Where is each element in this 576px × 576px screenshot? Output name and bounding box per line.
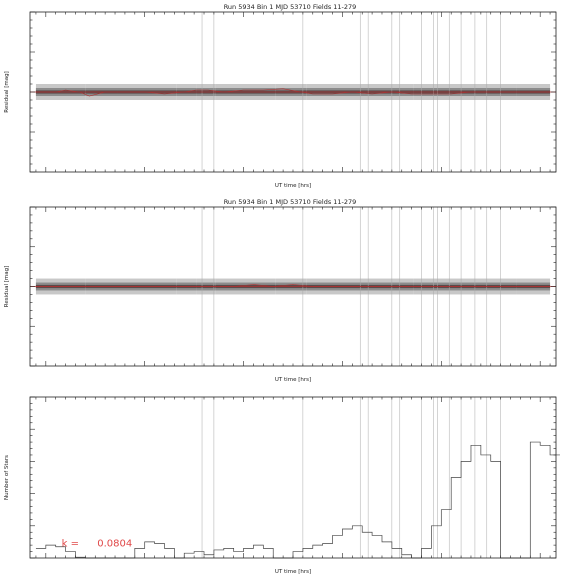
star-count-panel: [4, 397, 560, 575]
k-label: k =: [61, 538, 79, 550]
x-axis-label: UT time [hrs]: [274, 377, 312, 383]
residual-panel-top: [4, 3, 556, 189]
panel-title: Run 5934 Bin 1 MJD 53710 Fields 11-279: [223, 3, 357, 11]
plot-frame: [30, 397, 556, 558]
panel-title: Run 5934 Bin 1 MJD 53710 Fields 11-279: [223, 198, 357, 206]
residual-panel-middle: [4, 198, 556, 383]
x-axis-label: UT time [hrs]: [274, 183, 312, 189]
y-axis-label: Number of Stars: [4, 454, 10, 501]
y-axis-label: Residual [mag]: [4, 71, 10, 113]
y-axis-label: Residual [mag]: [4, 265, 10, 308]
k-value: 0.0804: [97, 538, 133, 550]
x-axis-label: UT time [hrs]: [274, 569, 312, 575]
y-ticks: [30, 397, 556, 558]
x-ticks: [36, 397, 550, 558]
